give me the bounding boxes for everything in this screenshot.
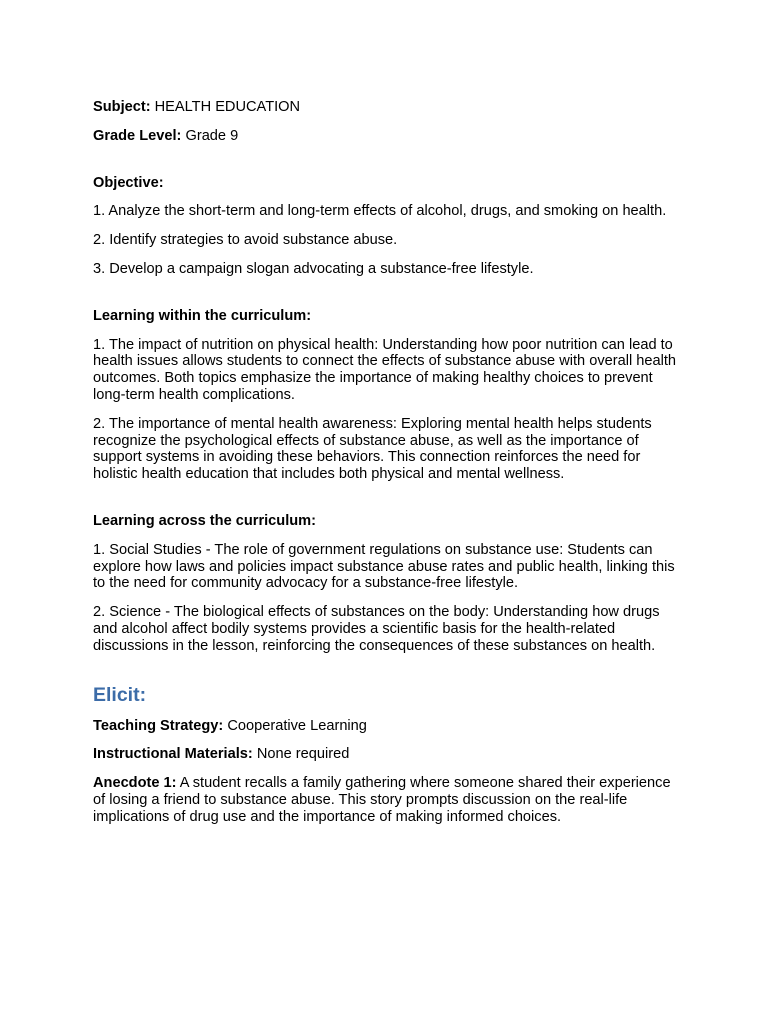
- grade-line: [93, 128, 683, 145]
- objective-heading: Objective:: [93, 174, 164, 191]
- anecdote-label: Anecdote 1:: [93, 775, 177, 792]
- across-heading: Learning across the curriculum:: [93, 512, 317, 529]
- elicit-heading: Elicit:: [93, 683, 147, 706]
- subject-value: HEALTH EDUCATION: [154, 99, 301, 115]
- strategy-value: Cooperative Learning: [227, 717, 367, 734]
- objective-item-2: 2. Identify strategies to avoid substance abuse.: [93, 232, 398, 249]
- across-item-2: 2. Science - The biological effects of substances on the body: Understanding how drugs and alcohol affect bodily systems provides a scientific basis for the health-related discussions in the lesson, reinforcing the consequences of these substances on health.: [93, 604, 660, 654]
- materials-value: None required: [256, 746, 350, 763]
- anecdote-paragraph: [93, 775, 683, 825]
- across-item-1: 1. Social Studies - The role of government regulations on substance use: Students can explore how laws and policies impact substance abuse rates and public health, linking this to the need for community advocacy for a substance-free lifestyle.: [93, 541, 675, 592]
- strategy-line: [93, 718, 683, 735]
- subject-line: [93, 99, 683, 116]
- materials-label: Instructional Materials:: [93, 746, 253, 763]
- within-heading: Learning within the curriculum:: [93, 307, 312, 324]
- grade-label: Grade Level:: [93, 127, 182, 144]
- objective-item-1: 1. Analyze the short-term and long-term effects of alcohol, drugs, and smoking on health.: [93, 203, 667, 220]
- document-body: [93, 99, 683, 826]
- within-item-2: 2. The importance of mental health awareness: Exploring mental health helps students recognize the psychological effects of substance abuse, as well as the importance of support systems in avoiding these behaviors. This connection reinforces the need for holistic health education that includes both physical and mental wellness.: [93, 415, 652, 483]
- objective-item-3: 3. Develop a campaign slogan advocating a substance-free lifestyle.: [93, 260, 534, 277]
- anecdote-text: A student recalls a family gathering where someone shared their experience of losing a friend to substance abuse. This story prompts discussion on the real-life implications of drug use and the importance of making informed choices.: [93, 775, 671, 825]
- within-item-1: 1. The impact of nutrition on physical health: Understanding how poor nutrition can lead to health issues allows students to connect the effects of substance abuse with overall health outcomes. Both topics emphasize the importance of making healthy choices to prevent long-term health complications.: [93, 336, 677, 403]
- subject-label: Subject:: [93, 99, 151, 115]
- strategy-label: Teaching Strategy:: [93, 717, 224, 734]
- materials-line: [93, 746, 683, 763]
- grade-value: Grade 9: [185, 127, 239, 144]
